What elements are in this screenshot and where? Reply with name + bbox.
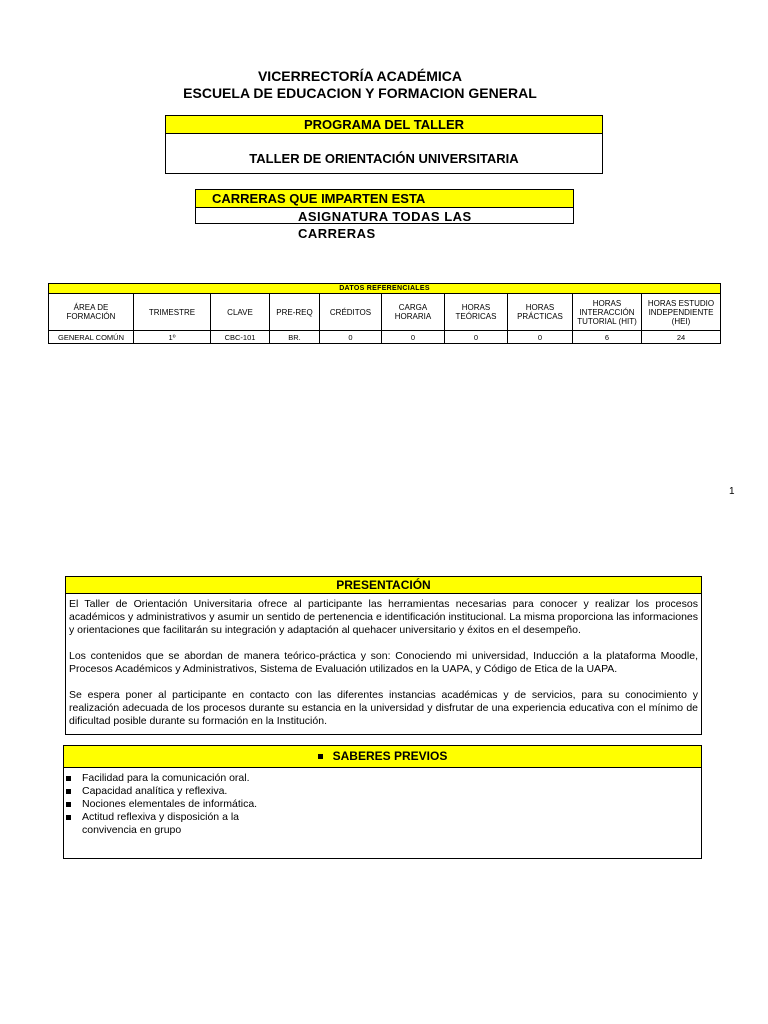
carreras-line3: CARRERAS xyxy=(298,226,376,241)
list-item xyxy=(66,811,701,824)
list-item-text: Capacidad analítica y reflexiva. xyxy=(82,785,228,797)
list-item-text: convivencia en grupo xyxy=(82,824,182,836)
cell-carga: 0 xyxy=(382,331,445,344)
col-header-creditos: CRÉDITOS xyxy=(320,294,382,331)
vicerrectoria-heading: VICERRECTORÍA ACADÉMICA xyxy=(257,68,463,84)
saberes-list xyxy=(64,768,701,837)
col-header-trimestre: TRIMESTRE xyxy=(134,294,211,331)
bullet-icon xyxy=(66,815,71,820)
table-row xyxy=(49,331,721,344)
col-header-hit: HORAS INTERACCIÓN TUTORIAL (HIT) xyxy=(573,294,642,331)
list-item xyxy=(66,798,701,811)
bullet-icon xyxy=(66,802,71,807)
presentacion-paragraph-3: Se espera poner al participante en contacto con las diferentes instancias académicas y de servicios, para su conocimiento y realización adecuada de los procesos durante su estancia en la universidad y disfrutar de una experiencia educativa con el mínimo de dificultad posible durante su formación en la Institución. xyxy=(69,689,698,727)
list-item xyxy=(66,772,701,785)
list-item-text: Nociones elementales de informática. xyxy=(82,798,258,810)
cell-trimestre: 1º xyxy=(134,331,211,344)
bullet-icon xyxy=(66,789,71,794)
presentacion-box xyxy=(65,576,702,735)
cell-area: GENERAL COMÚN xyxy=(49,331,134,344)
bullet-icon xyxy=(66,776,71,781)
programa-title: PROGRAMA DEL TALLER xyxy=(166,116,602,134)
datos-title: DATOS REFERENCIALES xyxy=(49,284,721,294)
cell-clave: CBC-101 xyxy=(211,331,270,344)
col-header-practicas: HORAS PRÁCTICAS xyxy=(508,294,573,331)
col-header-hei: HORAS ESTUDIO INDEPENDIENTE (HEI) xyxy=(642,294,721,331)
bullet-icon xyxy=(318,754,323,759)
carreras-title: CARRERAS QUE IMPARTEN ESTA xyxy=(195,189,574,208)
datos-referenciales-table xyxy=(48,283,721,344)
cell-teoricas: 0 xyxy=(445,331,508,344)
cell-hei: 24 xyxy=(642,331,721,344)
presentacion-paragraph-2: Los contenidos que se abordan de manera teórico-práctica y son: Conociendo mi universidad, Inducción a la plataforma Moodle, Procesos Académicos y Administrativos, Sistema de Evaluación utilizados en la UAPA, y Código de Etica de la UAPA. xyxy=(69,650,698,675)
programa-box xyxy=(165,115,603,174)
page-number: 1 xyxy=(729,486,735,497)
list-item-text: Actitud reflexiva y disposición a la xyxy=(82,811,239,823)
col-header-carga: CARGA HORARIA xyxy=(382,294,445,331)
carreras-line2: ASIGNATURA TODAS LAS xyxy=(298,209,472,224)
presentacion-title: PRESENTACIÓN xyxy=(66,577,701,594)
saberes-title: SABERES PREVIOS xyxy=(332,749,448,763)
col-header-prereq: PRE-REQ xyxy=(270,294,320,331)
escuela-heading: ESCUELA DE EDUCACION Y FORMACION GENERAL xyxy=(183,85,537,101)
list-item xyxy=(66,785,701,798)
saberes-header xyxy=(64,746,701,768)
col-header-teoricas: HORAS TEÓRICAS xyxy=(445,294,508,331)
cell-hit: 6 xyxy=(573,331,642,344)
col-header-clave: CLAVE xyxy=(211,294,270,331)
cell-creditos: 0 xyxy=(320,331,382,344)
saberes-box xyxy=(63,745,702,859)
col-header-area: ÁREA DE FORMACIÓN xyxy=(49,294,134,331)
cell-prereq: BR. xyxy=(270,331,320,344)
cell-practicas: 0 xyxy=(508,331,573,344)
list-item-continuation xyxy=(66,824,701,837)
list-item-text: Facilidad para la comunicación oral. xyxy=(82,772,250,784)
programa-subtitle: TALLER DE ORIENTACIÓN UNIVERSITARIA xyxy=(249,151,519,166)
presentacion-paragraph-1: El Taller de Orientación Universitaria ofrece al participante las herramientas necesarias para conocer y realizar los procesos académicos y administrativos y asumir un sentido de pertenencia e identificación institucional. La misma proporciona las informaciones y orientaciones que facilitarán su integración y adaptación al quehacer universitario y éxitos en el desempeño. xyxy=(69,598,698,636)
